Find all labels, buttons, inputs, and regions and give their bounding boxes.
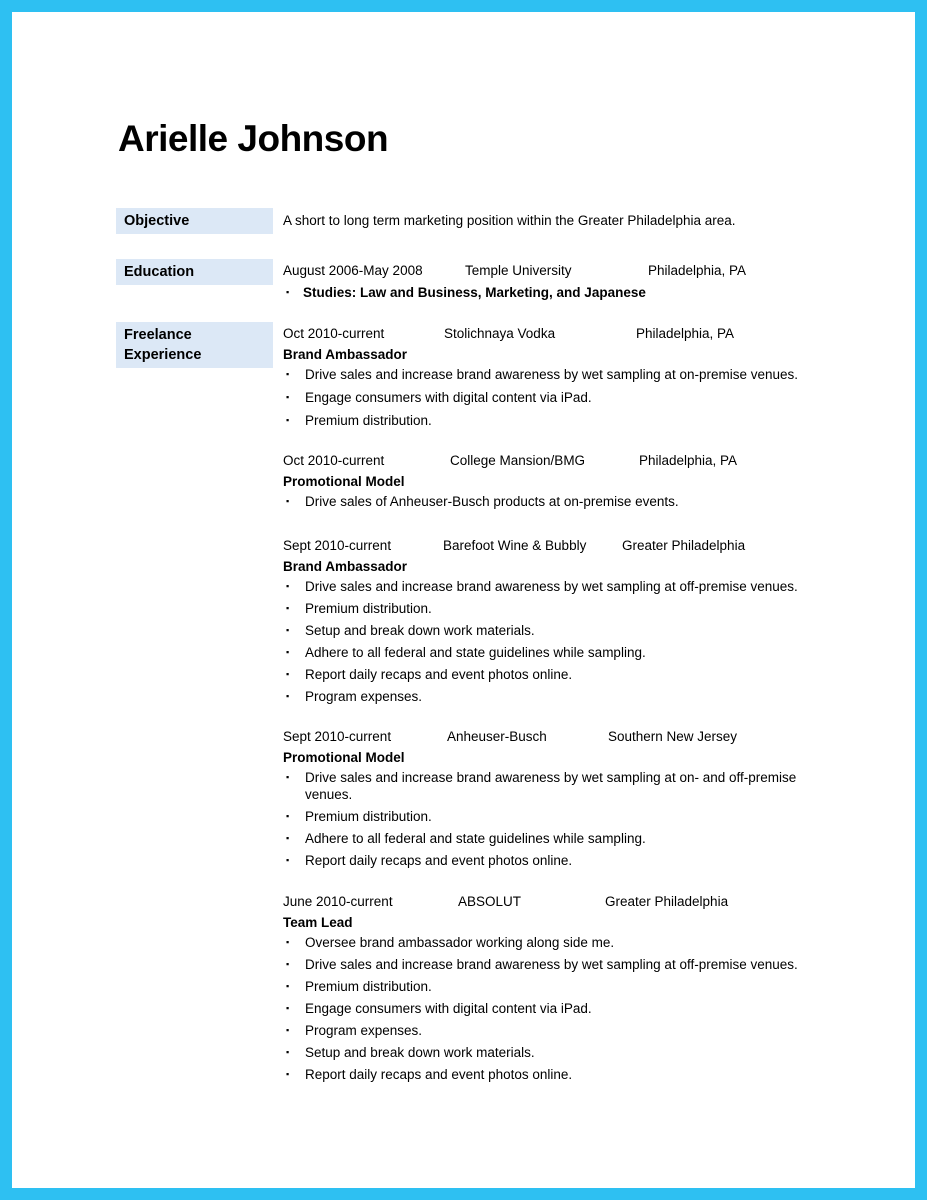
list-item-text: Premium distribution. (305, 413, 432, 428)
entry-dates: Oct 2010-current (283, 453, 385, 468)
square-bullet-icon: ▪ (286, 581, 290, 591)
square-bullet-icon: ▪ (286, 603, 290, 613)
entry-title: Brand Ambassador (283, 559, 408, 574)
list-item-text: Engage consumers with digital content via iPad. (305, 390, 592, 405)
square-bullet-icon: ▪ (286, 833, 290, 843)
list-item (283, 956, 853, 973)
entry-location: Greater Philadelphia (622, 538, 746, 553)
entry-dates: Oct 2010-current (283, 326, 385, 341)
objective-text: A short to long term marketing position within the Greater Philadelphia area. (283, 213, 736, 228)
list-item-text: Adhere to all federal and state guidelines while sampling. (305, 831, 646, 846)
list-item (283, 412, 853, 429)
square-bullet-icon: ▪ (286, 287, 290, 297)
section-label-objective: Objective (116, 208, 273, 234)
entry-title: Promotional Model (283, 474, 405, 489)
resume-body (12, 12, 915, 1188)
list-item (283, 644, 853, 661)
list-item-text: Oversee brand ambassador working along side me. (305, 935, 615, 950)
square-bullet-icon: ▪ (286, 855, 290, 865)
entry-organization: Stolichnaya Vodka (444, 326, 556, 341)
list-item (283, 600, 853, 617)
entry-head (283, 326, 853, 345)
square-bullet-icon: ▪ (286, 1069, 290, 1079)
entry-title: Team Lead (283, 915, 353, 930)
list-item (283, 1022, 853, 1039)
experience-entry-college-mansion (283, 453, 853, 516)
experience-entry-anheuser-busch (283, 729, 853, 874)
list-item-text: Setup and break down work materials. (305, 623, 535, 638)
square-bullet-icon: ▪ (286, 959, 290, 969)
list-item (283, 830, 853, 847)
list-item-text: Program expenses. (305, 689, 423, 704)
square-bullet-icon: ▪ (286, 647, 290, 657)
entry-dates: Sept 2010-current (283, 538, 392, 553)
entry-title: Promotional Model (283, 750, 405, 765)
education-content (283, 259, 843, 307)
experience-entry-barefoot-wine (283, 538, 853, 710)
education-dates: August 2006-May 2008 (283, 263, 423, 278)
education-entry-head (283, 263, 843, 282)
entry-dates: Sept 2010-current (283, 729, 392, 744)
list-item-text: Report daily recaps and event photos online. (305, 853, 573, 868)
entry-head (283, 894, 853, 913)
square-bullet-icon: ▪ (286, 772, 290, 782)
list-item (283, 493, 853, 510)
entry-organization: ABSOLUT (458, 894, 522, 909)
entry-location: Philadelphia, PA (639, 453, 738, 468)
entry-bullet-list (283, 578, 853, 705)
entry-location: Philadelphia, PA (636, 326, 735, 341)
section-label-line2: Experience (124, 347, 202, 363)
list-item-text: Setup and break down work materials. (305, 1045, 535, 1060)
entry-dates: June 2010-current (283, 894, 393, 909)
list-item-text: Drive sales and increase brand awareness by wet sampling at on- and off-premise venues. (305, 770, 797, 802)
square-bullet-icon: ▪ (286, 392, 290, 402)
entry-organization: Anheuser-Busch (447, 729, 547, 744)
experience-entry-absolut (283, 894, 853, 1088)
entry-bullet-list (283, 769, 853, 869)
list-item (283, 284, 843, 301)
list-item-text: Premium distribution. (305, 979, 432, 994)
list-item-text: Drive sales and increase brand awareness by wet sampling at on-premise venues. (305, 367, 799, 382)
square-bullet-icon: ▪ (286, 369, 290, 379)
entry-location: Southern New Jersey (608, 729, 738, 744)
list-item (283, 852, 853, 869)
list-item (283, 978, 853, 995)
list-item (283, 1044, 853, 1061)
experience-entry-stolichnaya (283, 326, 853, 435)
resume-page (12, 12, 915, 1188)
square-bullet-icon: ▪ (286, 811, 290, 821)
square-bullet-icon: ▪ (286, 669, 290, 679)
list-item-text: Drive sales and increase brand awareness by wet sampling at off-premise venues. (305, 579, 798, 594)
list-item (283, 1066, 853, 1083)
square-bullet-icon: ▪ (286, 625, 290, 635)
list-item (283, 666, 853, 683)
list-item-text: Premium distribution. (305, 809, 432, 824)
list-item (283, 366, 853, 383)
entry-location: Greater Philadelphia (605, 894, 729, 909)
list-item-text: Report daily recaps and event photos online. (305, 667, 573, 682)
entry-title: Brand Ambassador (283, 347, 408, 362)
list-item (283, 934, 853, 951)
list-item-text: Program expenses. (305, 1023, 423, 1038)
square-bullet-icon: ▪ (286, 691, 290, 701)
entry-head (283, 538, 853, 557)
page-title: Arielle Johnson (118, 118, 389, 159)
entry-bullet-list (283, 493, 853, 510)
square-bullet-icon: ▪ (286, 981, 290, 991)
list-item-text: Premium distribution. (305, 601, 432, 616)
entry-organization: Barefoot Wine & Bubbly (443, 538, 587, 553)
list-item-text: Adhere to all federal and state guidelines while sampling. (305, 645, 646, 660)
list-item (283, 688, 853, 705)
section-label-education: Education (116, 259, 273, 285)
list-item-text: Report daily recaps and event photos online. (305, 1067, 573, 1082)
list-item (283, 769, 830, 803)
list-item-text: Drive sales of Anheuser-Busch products at on-premise events. (305, 494, 679, 509)
entry-bullet-list (283, 366, 853, 429)
education-bullet-list (283, 284, 843, 301)
square-bullet-icon: ▪ (286, 1025, 290, 1035)
objective-content (283, 208, 843, 230)
entry-organization: College Mansion/BMG (450, 453, 586, 468)
entry-head (283, 729, 853, 748)
section-label-freelance-experience (116, 322, 273, 368)
square-bullet-icon: ▪ (286, 496, 290, 506)
entry-head (283, 453, 853, 472)
list-item-text: Studies: Law and Business, Marketing, and Japanese (303, 285, 646, 300)
entry-bullet-list (283, 934, 853, 1083)
list-item (283, 808, 853, 825)
list-item (283, 389, 853, 406)
list-item (283, 1000, 853, 1017)
education-location: Philadelphia, PA (648, 263, 747, 278)
square-bullet-icon: ▪ (286, 937, 290, 947)
square-bullet-icon: ▪ (286, 1047, 290, 1057)
list-item (283, 578, 853, 595)
square-bullet-icon: ▪ (286, 1003, 290, 1013)
education-entry (283, 263, 843, 301)
section-label-line1: Freelance (124, 327, 192, 343)
list-item (283, 622, 853, 639)
list-item-text: Drive sales and increase brand awareness by wet sampling at off-premise venues. (305, 957, 798, 972)
list-item-text: Engage consumers with digital content via iPad. (305, 1001, 592, 1016)
education-organization: Temple University (465, 263, 572, 278)
square-bullet-icon: ▪ (286, 415, 290, 425)
